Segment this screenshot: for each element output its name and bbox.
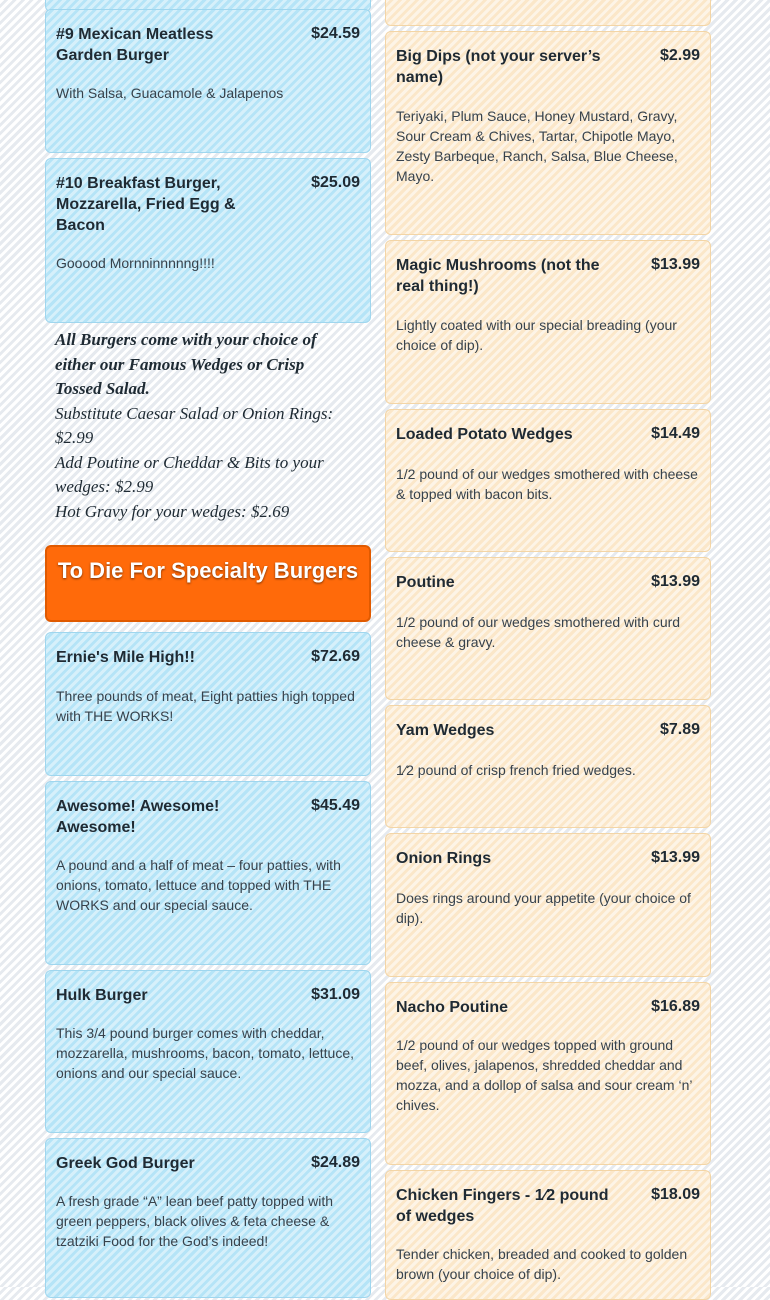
menu-item-price: $31.09 [311,986,360,1003]
menu-item-price: $24.89 [311,1154,360,1171]
menu-item-description: Gooood Mornninnnnng!!!! [56,255,215,271]
menu-item-card [385,240,711,404]
menu-item-card [385,833,711,977]
menu-item-description: Three pounds of meat, Eight patties high topped with THE WORKS! [56,688,355,724]
menu-item-description: 1/2 pound of our wedges smothered with curd cheese & gravy. [396,614,681,650]
menu-item-description: Teriyaki, Plum Sauce, Honey Mustard, Gravy, Sour Cream & Chives, Tartar, Chipotle Mayo, Zesty Barbeque, Ranch, Salsa, Blue Cheese, Mayo. [396,108,678,184]
menu-item-card [385,557,711,700]
menu-item-description: With Salsa, Guacamole & Jalapenos [56,85,284,101]
menu-item-name: Yam Wedges [396,722,495,739]
menu-item-price: $18.09 [651,1186,700,1203]
menu-item-description: A pound and a half of meat – four patties, with onions, tomato, lettuce and topped with THE WORKS and our special sauce. [56,857,341,913]
note-line: Add Poutine or Cheddar & Bits to your wedges: $2.99 [55,452,324,496]
menu-item-description: 1⁄2 pound of crisp french fried wedges. [396,762,636,778]
menu-item-name: Greek God Burger [56,1155,195,1172]
note-line: Substitute Caesar Salad or Onion Rings: $2.99 [55,403,334,447]
menu-item-description: A fresh grade “A” lean beef patty topped with green peppers, black olives & feta cheese & tzatziki Food for the God’s indeed! [56,1193,334,1249]
menu-item-name: Chicken Fingers - 1⁄2 pound of wedges [396,1187,609,1225]
menu-item-price: $13.99 [651,849,700,866]
menu-item-description: Tender chicken, breaded and cooked to golden brown (your choice of dip). [396,1246,688,1282]
menu-item-card [385,31,711,235]
menu-item-name: Nacho Poutine [396,999,509,1016]
menu-card-top-partial [385,0,711,26]
menu-item-price: $2.99 [659,47,700,64]
menu-item-card [45,632,371,776]
note-line: Hot Gravy for your wedges: $2.69 [55,501,290,521]
menu-item-price: $13.99 [651,256,700,273]
menu-item-price: $13.99 [651,573,700,590]
menu-item-name: Awesome! Awesome! Awesome! [56,798,220,836]
menu-item-card [385,409,711,552]
menu-item-card [45,9,371,153]
menu-item-description: Does rings around your appetite (your choice of dip). [396,890,691,926]
menu-item-card [45,158,371,323]
menu-item-name: Loaded Potato Wedges [396,426,573,443]
menu-item-price: $16.89 [651,998,700,1015]
burger-sides-note [55,328,355,524]
menu-item-name: Ernie's Mile High!! [56,649,195,666]
note-headline: All Burgers come with your choice of either our Famous Wedges or Crisp Tossed Salad. [55,330,317,398]
menu-item-description: Lightly coated with our special breading (your choice of dip). [396,317,677,353]
menu-item-price: $14.49 [651,425,700,442]
menu-item-name: Onion Rings [396,850,492,867]
menu-item-description: 1/2 pound of our wedges topped with ground beef, olives, jalapenos, shredded cheddar and mozza, and a dollop of salsa and sour cream ‘n’ chives. [396,1037,692,1113]
menu-item-card [45,781,371,965]
menu-item-price: $45.49 [311,797,360,814]
menu-item-description: 1/2 pound of our wedges smothered with cheese & topped with bacon bits. [396,466,698,502]
menu-item-name: Magic Mushrooms (not the real thing!) [396,257,600,295]
menu-item-card [385,705,711,828]
menu-item-price: $72.69 [311,648,360,665]
menu-item-name: Poutine [396,574,455,591]
menu-item-name: Hulk Burger [56,987,148,1004]
menu-item-description: This 3/4 pound burger comes with cheddar, mozzarella, mushrooms, bacon, tomato, lettuce, onions and our special sauce. [56,1025,355,1081]
menu-item-card [45,970,371,1133]
menu-item-card [385,1170,711,1300]
menu-item-name: #10 Breakfast Burger, Mozzarella, Fried Egg & Bacon [56,175,236,234]
menu-item-name: #9 Mexican Meatless Garden Burger [56,26,214,64]
menu-item-price: $24.59 [311,25,360,42]
menu-item-price: $25.09 [311,174,360,191]
menu-item-card [385,982,711,1165]
specialty-burgers-section-button[interactable]: To Die For Specialty Burgers [45,545,371,622]
menu-item-name: Big Dips (not your server’s name) [396,48,601,86]
menu-item-price: $7.89 [659,721,700,738]
menu-item-card [45,1138,371,1298]
